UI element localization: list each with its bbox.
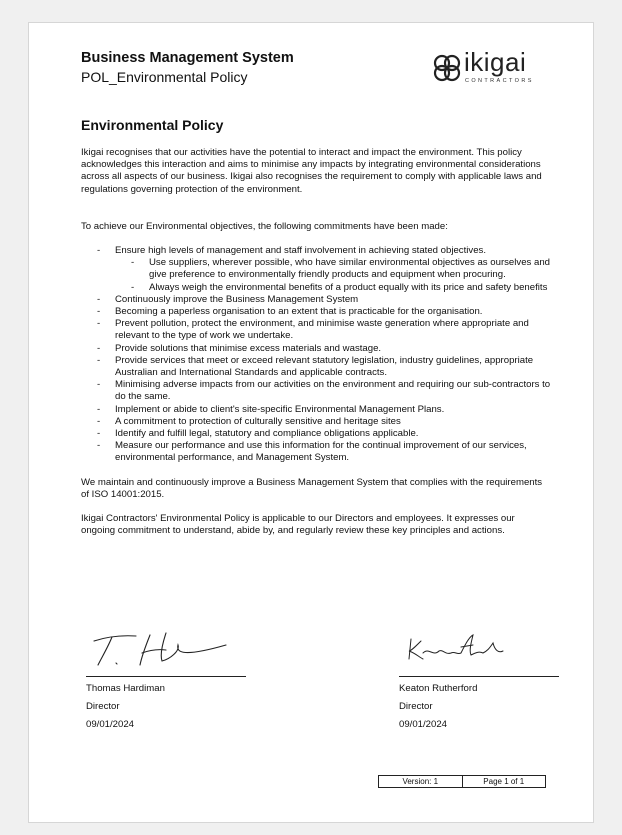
list-item-text: Implement or abide to client's site-specific Environmental Management Plans.	[115, 403, 445, 415]
list-item	[81, 355, 551, 379]
signatory-role: Director	[86, 701, 120, 712]
signature-image	[86, 623, 246, 673]
signatory-details	[86, 680, 246, 734]
signature-block-left	[86, 623, 246, 734]
bullet-dash: -	[97, 415, 101, 427]
list-item	[81, 318, 551, 342]
page-number: Page 1 of 1	[462, 776, 546, 787]
list-item-text: Ensure high levels of management and staff involvement in achieving stated objectives.	[115, 245, 486, 257]
list-item	[81, 379, 551, 403]
signature-line	[86, 676, 246, 677]
bullet-dash: -	[97, 293, 101, 305]
iso-statement: We maintain and continuously improve a Business Management System that complies with the requirements of ISO 14001:2015.	[81, 476, 543, 500]
logo-knot-icon	[432, 53, 462, 83]
list-item-text: Measure our performance and use this information for the continual improvement of our services, environmental performance, and Management System.	[115, 440, 527, 464]
policy-code: POL_Environmental Policy	[81, 69, 248, 85]
bullet-dash: -	[97, 318, 101, 330]
intro-paragraph: Ikigai recognises that our activities have the potential to interact and impact the environment. This policy acknowledges this interaction and aims to minimise any impacts by integrating environmental considerations across all aspects of our business. Ikigai also recognises the requirement to comply with applicable laws and regulations governing protection of the environment.	[81, 147, 542, 195]
list-item	[81, 245, 551, 294]
list-item	[81, 294, 551, 306]
signatory-name: Keaton Rutherford	[399, 683, 478, 694]
list-item-text: Minimising adverse impacts from our activities on the environment and requiring our sub-contractors to do the same.	[115, 379, 551, 403]
bullet-dash: -	[97, 440, 101, 452]
list-item-text: Identify and fulfill legal, statutory and compliance obligations applicable.	[115, 428, 419, 440]
policy-body	[81, 147, 551, 549]
bullet-dash: -	[97, 245, 101, 257]
list-item	[115, 282, 551, 294]
list-item	[81, 416, 551, 428]
version-label: Version: 1	[402, 777, 439, 786]
policy-heading: Environmental Policy	[81, 117, 224, 133]
bullet-dash: -	[131, 257, 135, 269]
signatory-name: Thomas Hardiman	[86, 683, 165, 694]
commitments-lead: To achieve our Environmental objectives, the following commitments have been made:	[81, 220, 448, 232]
document-page	[28, 22, 594, 823]
list-item	[81, 404, 551, 416]
bullet-dash: -	[97, 306, 101, 318]
list-item-text: Always weigh the environmental benefits of a product equally with its price and safety benefits	[149, 281, 548, 293]
system-title: Business Management System	[81, 50, 294, 66]
signature-image	[399, 623, 559, 673]
list-item-text: Use suppliers, wherever possible, who have similar environmental objectives as ourselves and give preference to environmentally friendly products and equipment when procuring.	[149, 257, 550, 281]
list-item-text: Provide services that meet or exceed relevant statutory legislation, industry guidelines, appropriate Australian and International Standards and applicable contracts.	[115, 354, 534, 379]
list-item-text: Becoming a paperless organisation to an extent that is practicable for the organisation.	[115, 306, 483, 318]
signature-block-right	[399, 623, 559, 734]
list-item	[81, 343, 551, 355]
company-logo	[432, 47, 542, 89]
commitment-list	[81, 245, 551, 465]
bullet-dash: -	[97, 379, 101, 391]
logo-wordmark: ikigai	[464, 47, 527, 77]
list-item-text: Continuously improve the Business Management System	[115, 293, 359, 305]
bullet-dash: -	[97, 354, 101, 366]
logo-tagline: CONTRACTORS	[465, 78, 534, 84]
signatory-date: 09/01/2024	[399, 719, 448, 730]
signatory-role: Director	[399, 701, 433, 712]
sub-commitment-list	[115, 257, 551, 294]
list-item	[81, 306, 551, 318]
signature-line	[399, 676, 559, 677]
list-item	[81, 440, 551, 464]
list-item	[115, 257, 551, 281]
list-item	[81, 428, 551, 440]
bullet-dash: -	[131, 281, 135, 293]
scope-statement: Ikigai Contractors' Environmental Policy is applicable to our Directors and employees. It expresses our ongoing commitment to understand, abide by, and regularly review these key principles and actions.	[81, 513, 515, 537]
signatory-details	[399, 680, 559, 734]
list-item-text: A commitment to protection of culturally sensitive and heritage sites	[115, 415, 401, 427]
list-item-text: Provide solutions that minimise excess materials and wastage.	[115, 342, 382, 354]
bullet-dash: -	[97, 428, 101, 440]
bullet-dash: -	[97, 342, 101, 354]
signatory-date: 09/01/2024	[86, 719, 135, 730]
list-item-text: Prevent pollution, protect the environment, and minimise waste generation where appropriate and relevant to the type of work we undertake.	[115, 318, 529, 342]
bullet-dash: -	[97, 403, 101, 415]
footer-version-box	[378, 775, 546, 788]
